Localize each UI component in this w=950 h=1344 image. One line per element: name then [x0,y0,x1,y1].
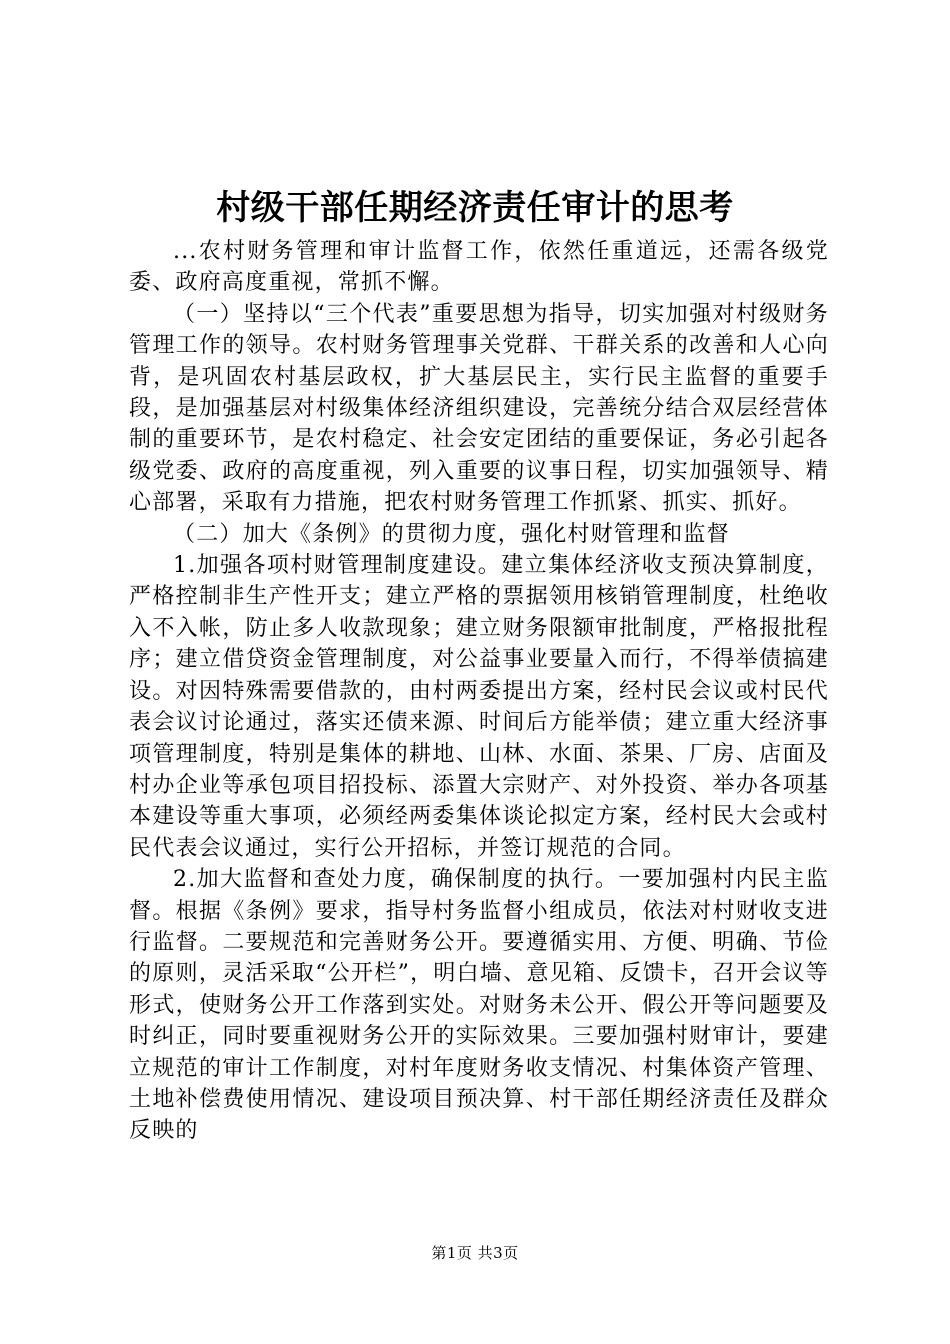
paragraph-section-2-heading: （二）加大《条例》的贯彻力度，强化村财管理和监督 [173,521,730,547]
paragraph-section-1: （一）坚持以“三个代表”重要思想为指导，切实加强对村级财务管理工作的领导。农村财务管理事关党群、干群关系的改善和人心向背，是巩固农村基层政权，扩大基层民主，实行民主监督的重要手段，是加强基层对村级集体经济组织建设，完善统分结合双层经营体制的重要环节，是农村稳定、社会安定团结的重要保证，务必引起各级党委、政府的高度重视，列入重要的议事日程，切实加强领导、精心部署，采取有力措施，把农村财务管理工作抓紧、抓实、抓好。 [129,301,829,516]
paragraph-item-2: 2.加大监督和查处力度，确保制度的执行。一要加强村内民主监督。根据《条例》要求，指导村务监督小组成员，依法对村财收支进行监督。二要规范和完善财务公开。要遵循实用、方便、明确、节俭的原则，灵活采取“公开栏”，明白墙、意见箱、反馈卡，召开会议等形式，使财务公开工作落到实处。对财务未公开、假公开等问题要及时纠正，同时要重视财务公开的实际效果。三要加强村财审计，要建立规范的审计工作制度，对村年度财务收支情况、村集体资产管理、土地补偿费使用情况、建设项目预决算、村干部任期经济责任及群众反映的 [129,867,829,1144]
document-title: 村级干部任期经济责任审计的思考 [216,188,734,228]
document-body [129,236,829,1147]
paragraph-item-1: 1.加强各项村财管理制度建设。建立集体经济收支预决算制度，严格控制非生产性开支；建立严格的票据领用核销管理制度，杜绝收入不入帐，防止多人收款现象；建立财务限额审批制度，严格报批程序；建立借贷资金管理制度，对公益事业要量入而行，不得举债搞建设。对因特殊需要借款的，由村两委提出方案，经村民会议或村民代表会议讨论通过，落实还债来源、时间后方能举债；建立重大经济事项管理制度，特别是集体的耕地、山林、水面、茶果、厂房、店面及村办企业等承包项目招投标、添置大宗财产、对外投资、举办各项基本建设等重大事项，必须经两委集体谈论拟定方案，经村民大会或村民代表会议通过，实行公开招标，并签订规范的合同。 [129,553,829,861]
page-number-footer: 第1页 共3页 [431,1244,519,1262]
paragraph-intro: ...农村财务管理和审计监督工作，依然任重道远，还需各级党委、政府高度重视，常抓不懈。 [129,239,829,296]
